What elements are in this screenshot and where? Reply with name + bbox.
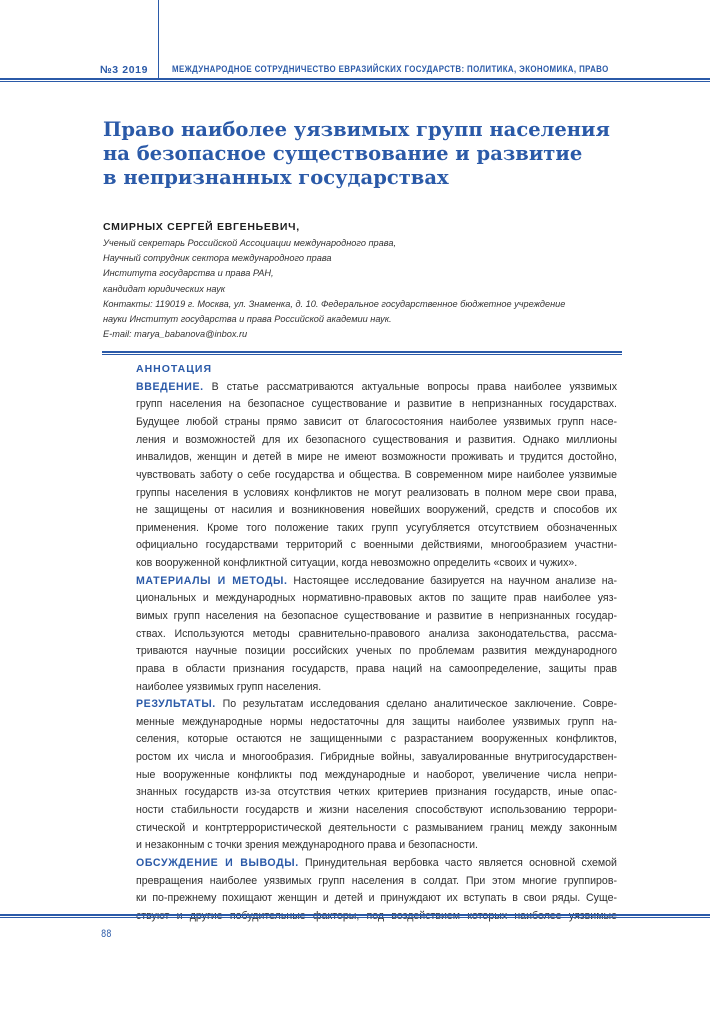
- affiliation-line: Контакты: 119019 г. Москва, ул. Знаменка, д. 10. Федеральное государственное бюджетное учреждение: [103, 298, 566, 309]
- abstract-line: [136, 608, 617, 626]
- abstract-line: [136, 890, 617, 908]
- abstract-heading: АННОТАЦИЯ: [136, 363, 213, 375]
- abstract-text: По результатам исследования сделано аналитическое заключение. Совре-: [215, 698, 617, 711]
- section-keyword: РЕЗУЛЬТАТЫ.: [136, 698, 216, 711]
- abstract-text: инвалидов, женщин и детей в мире не имеют возможности проживать и трудится достойно,: [136, 451, 617, 464]
- abstract-text: наиболее уязвимых групп населения.: [136, 680, 322, 693]
- abstract-line: [136, 661, 617, 679]
- affiliation-line: кандидат юридических наук: [103, 283, 226, 294]
- abstract-text: циональных и международных нормативно-правовых актов по защите прав наиболее уяз-: [136, 592, 617, 605]
- abstract-text: чувствовать заботу о себе государства и общества. В современном мире наиболее уязвимые: [136, 468, 617, 481]
- abstract-text: ростом их числа и многообразия. Гибридные войны, завуалированные внутригосударствен-: [136, 751, 617, 764]
- abstract-text: ности стабильности государств и жизни населения способствуют использованию террори-: [136, 804, 617, 817]
- title-line: в непризнанных государствах: [103, 166, 449, 189]
- abstract-line: [136, 502, 617, 520]
- abstract-line: [136, 414, 617, 432]
- abstract-line: [136, 396, 617, 414]
- abstract-text: ные вооруженные конфликты под международные и наоборот, увеличение числа непри-: [136, 768, 617, 781]
- abstract-text: превращения наиболее уязвимых групп населения в солдат. При этом многие группиров-: [136, 874, 617, 887]
- abstract-text: Будущее любой страны прямо зависит от благосостояния наиболее уязвимых групп насе-: [136, 415, 617, 428]
- abstract-text: официально государствами территорий с военными действиями, многообразием участни-: [136, 539, 617, 552]
- abstract-text: группы населения в условиях конфликтов не могут реализовать в полном мере свои права,: [136, 486, 617, 499]
- abstract-line: [136, 749, 617, 767]
- abstract-line: [136, 555, 617, 573]
- abstract-line: [136, 379, 617, 397]
- abstract-text: менные международные нормы недостаточны для защиты наиболее уязвимых групп на-: [136, 715, 617, 728]
- affiliation-line: науки Институт государства и права Российской академии наук.: [103, 314, 392, 325]
- abstract-line: [136, 449, 617, 467]
- affiliation-line: Института государства и права РАН,: [103, 268, 274, 279]
- abstract: [136, 361, 617, 926]
- abstract-line: [136, 485, 617, 503]
- abstract-line: [136, 767, 617, 785]
- abstract-line: [136, 643, 617, 661]
- email-line: E-mail: marya_babanova@inbox.ru: [103, 329, 248, 340]
- abstract-line: [136, 679, 617, 697]
- author-affiliation: [103, 236, 565, 342]
- title-line: на безопасное существование и развитие: [103, 142, 583, 165]
- journal-title: МЕЖДУНАРОДНОЕ СОТРУДНИЧЕСТВО ЕВРАЗИЙСКИХ ГОСУДАРСТВ: ПОЛИТИКА, ЭКОНОМИКА, ПРАВО: [172, 64, 609, 74]
- abstract-line: [136, 696, 617, 714]
- abstract-text: В статье рассматриваются актуальные вопросы права наиболее уязвимых: [203, 380, 617, 393]
- affiliation-line: Научный сотрудник сектора международного права: [103, 253, 332, 264]
- abstract-text: и незаконным с точки зрения международного права и безопасности.: [136, 839, 478, 852]
- abstract-line: [136, 714, 617, 732]
- abstract-text: Настоящее исследование базируется на научном анализе на-: [287, 574, 617, 587]
- abstract-line: [136, 873, 617, 891]
- abstract-line: [136, 467, 617, 485]
- abstract-text: ков вооруженной конфликтной ситуации, когда невозможно определить «своих и чужих».: [136, 557, 578, 570]
- abstract-text: вимых групп населения на безопасное существование и развитие в непризнанных государ-: [136, 609, 617, 622]
- abstract-line: [136, 784, 617, 802]
- author-name: СМИРНЫХ СЕРГЕЙ ЕВГЕНЬЕВИЧ,: [103, 221, 300, 233]
- header-divider: [0, 78, 710, 82]
- abstract-line: [136, 837, 617, 855]
- abstract-text: ствуют и другие побудительные факторы, под воздействием которых наиболее уязвимые: [136, 909, 617, 922]
- section-keyword: МАТЕРИАЛЫ И МЕТОДЫ.: [136, 574, 288, 587]
- abstract-body: [136, 379, 617, 926]
- abstract-text: Принудительная вербовка часто является основной схемой: [298, 856, 617, 869]
- article-title: [103, 118, 623, 190]
- section-keyword: ВВЕДЕНИЕ.: [136, 380, 204, 393]
- abstract-divider: [102, 351, 622, 355]
- issue-number: №3 2019: [100, 64, 149, 76]
- abstract-line: [136, 573, 617, 591]
- title-line: Право наиболее уязвимых групп населения: [103, 118, 610, 141]
- abstract-line: [136, 731, 617, 749]
- abstract-text: знанных государств из-за отсутствия четких критериев признания государств, иные опас-: [136, 786, 617, 799]
- abstract-text: триваются научные позиции российских ученых по проблемам развития международного: [136, 645, 617, 658]
- abstract-text: селения, которые остаются не защищенными с разрастанием вооруженных конфликтов,: [136, 733, 617, 746]
- abstract-line: [136, 520, 617, 538]
- abstract-text: групп населения на безопасное существование и развитие в непризнанных государствах.: [136, 398, 617, 411]
- abstract-text: ки по-прежнему похищают женщин и детей и принуждают их вступать в свои ряды. Суще-: [136, 892, 617, 905]
- abstract-line: [136, 626, 617, 644]
- affiliation-line: Ученый секретарь Российской Ассоциации международного права,: [103, 238, 397, 248]
- abstract-text: права в области признания государств, права наций на самоопределение, защиты прав: [136, 662, 617, 675]
- abstract-line: [136, 590, 617, 608]
- abstract-text: применения. Кроме того положение таких групп усугубляется отсутствием обозначенных: [136, 521, 617, 534]
- abstract-line: [136, 820, 617, 838]
- abstract-line: [136, 432, 617, 450]
- abstract-line: [136, 537, 617, 555]
- abstract-text: ствах. Используются методы сравнительно-правового анализа законодательства, рассма-: [136, 627, 617, 640]
- header-vertical-rule: [158, 0, 159, 80]
- section-keyword: ОБСУЖДЕНИЕ И ВЫВОДЫ.: [136, 856, 299, 869]
- abstract-text: ления и возможностей для их безопасного существования и развития. Однако миллионы: [136, 433, 617, 446]
- abstract-text: стической и контртеррористической деятельности с размыванием границ между законным: [136, 821, 617, 834]
- abstract-line: [136, 802, 617, 820]
- abstract-text: не защищены от насилия и возникновения новейших вооружений, средств и способов их: [136, 504, 617, 517]
- page-number: 88: [101, 929, 112, 941]
- abstract-line: [136, 855, 617, 873]
- footer-divider: [0, 914, 710, 918]
